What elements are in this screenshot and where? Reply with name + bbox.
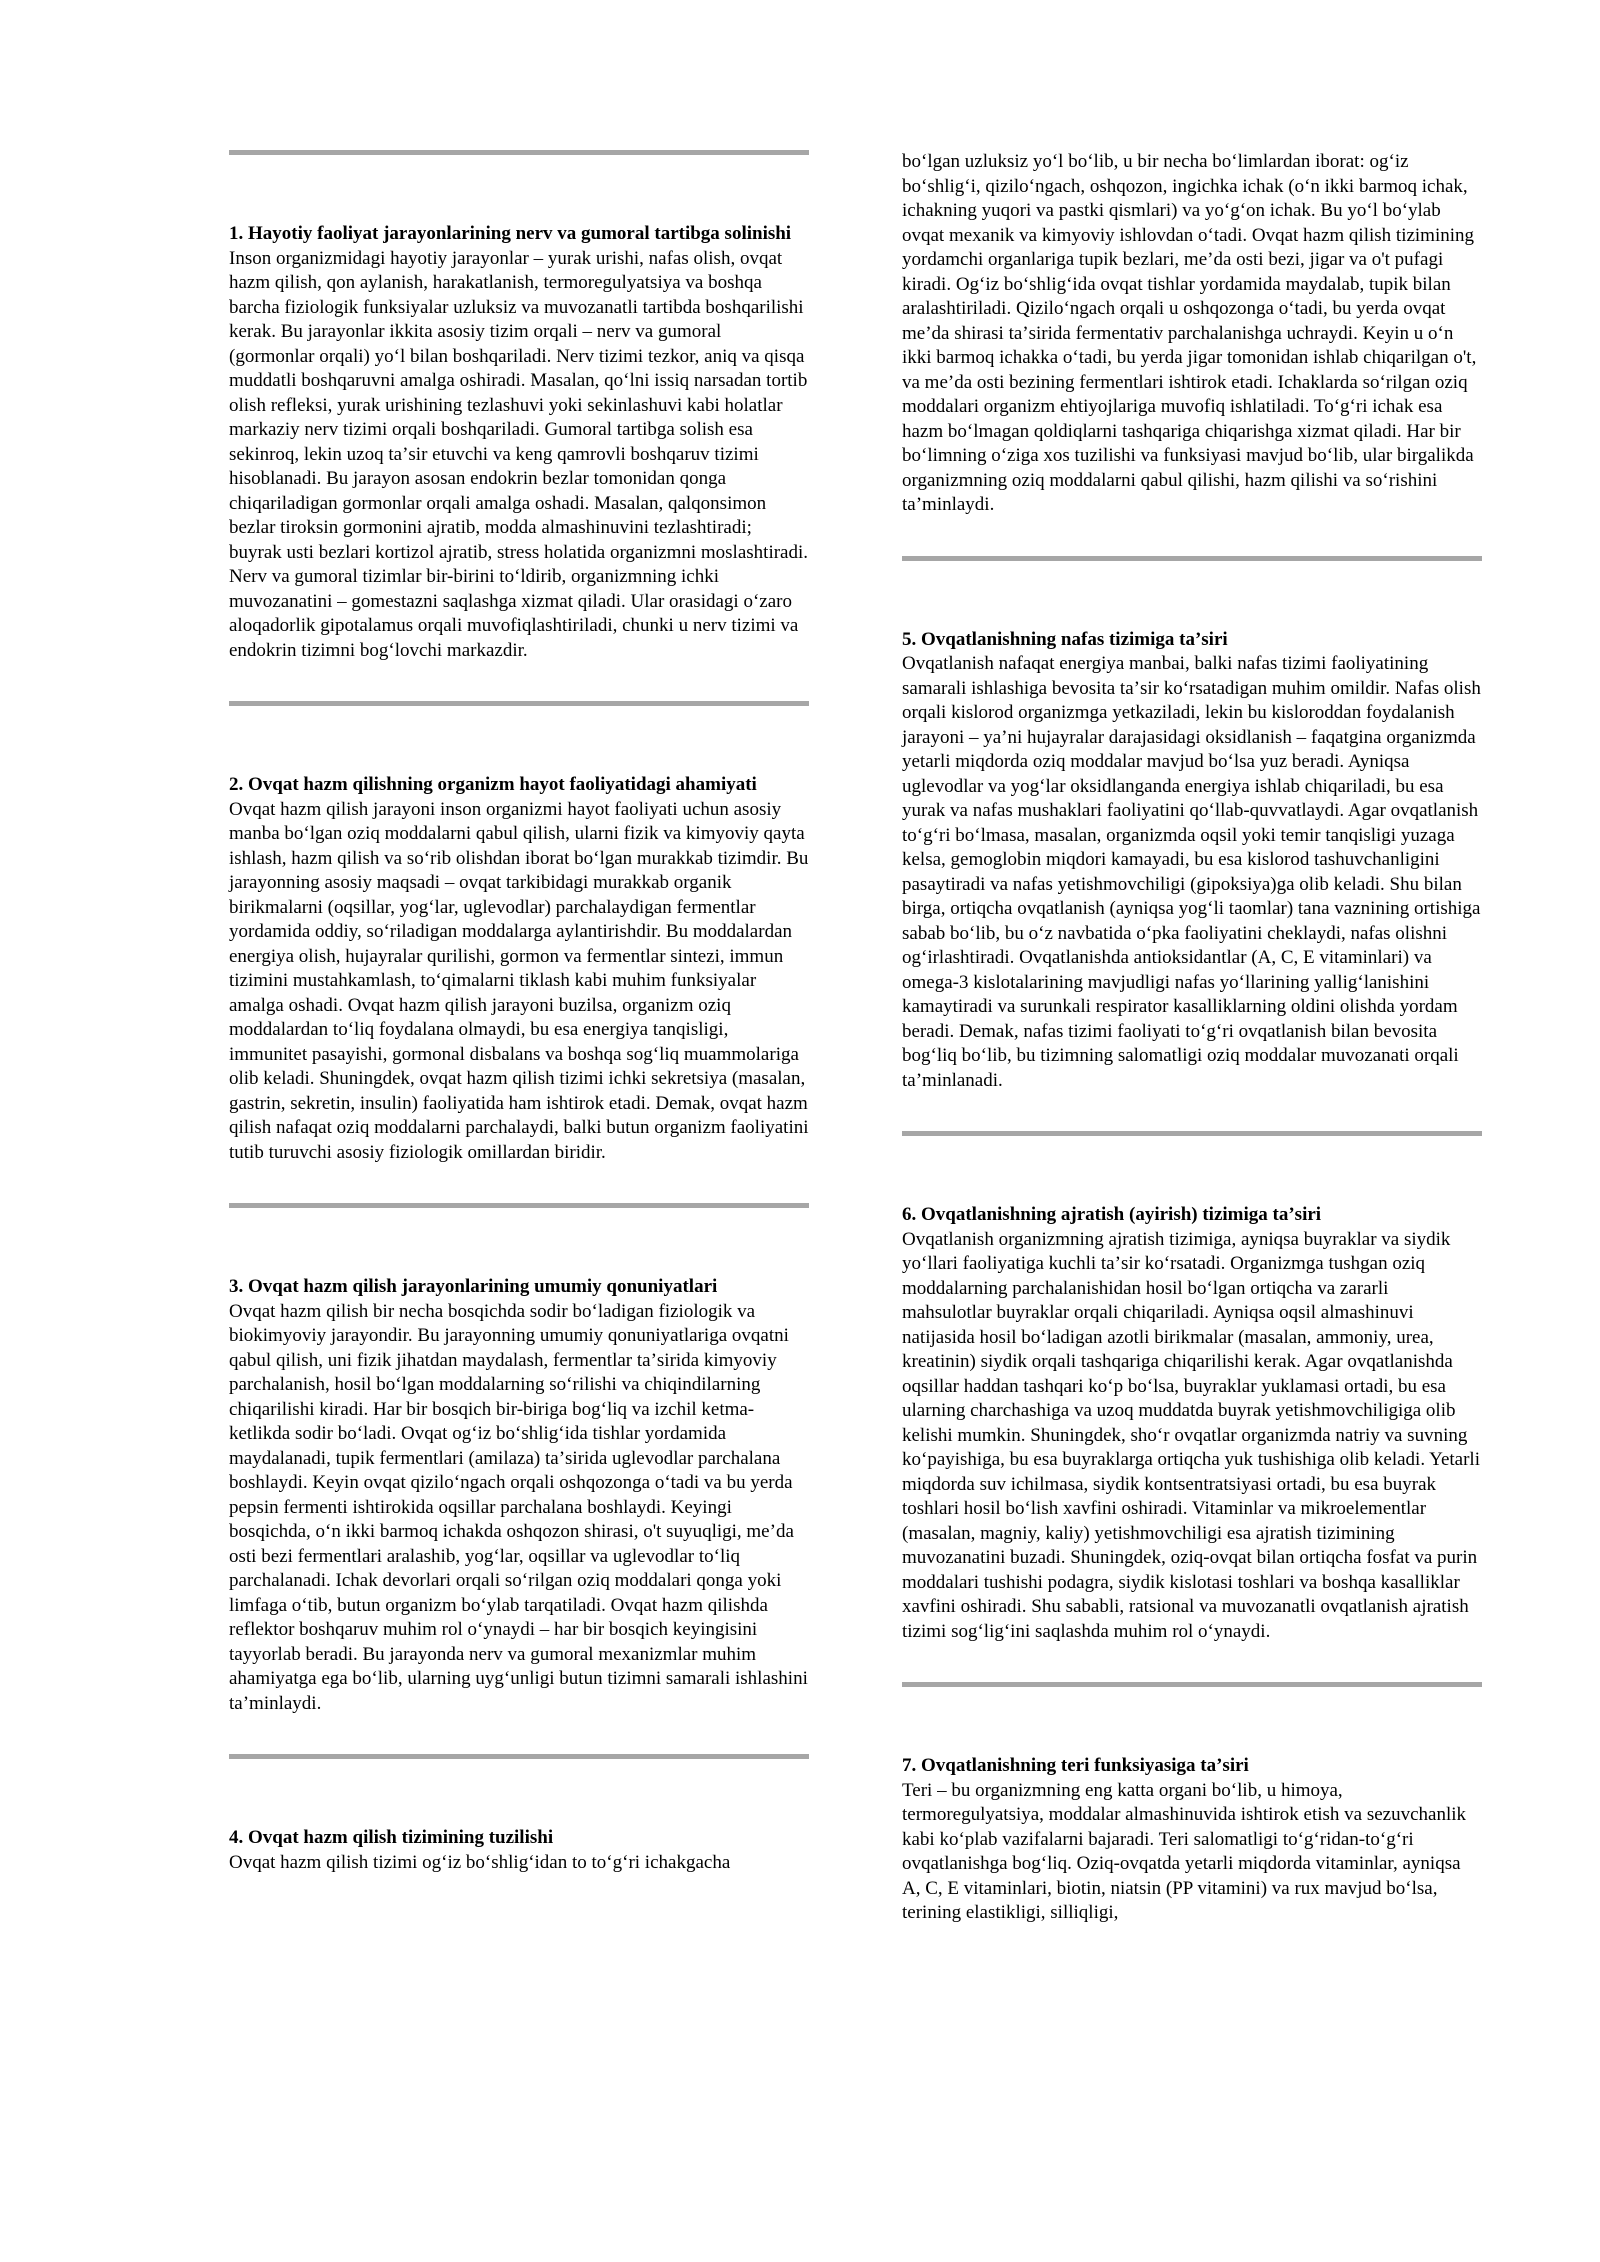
section-4-continued xyxy=(902,150,1482,518)
section-divider xyxy=(229,150,809,155)
section-6 xyxy=(902,1203,1482,1644)
section-2-title: 2. Ovqat hazm qilishning organizm hayot faoliyatidagi ahamiyati xyxy=(229,774,757,795)
section-2 xyxy=(229,773,809,1165)
section-7 xyxy=(902,1754,1482,1926)
section-3 xyxy=(229,1275,809,1716)
section-1-title: 1. Hayotiy faoliyat jarayonlarining nerv va gumoral tartibga solinishi xyxy=(229,223,792,244)
section-6-body: Ovqatlanish organizmning ajratish tizimiga, ayniqsa buyraklar va siydik yoʻllari faoliyatiga kuchli taʼsir koʻrsatadi. Organizmga tushgan oziq moddalarning parchalanishidan hosil boʻlgan ortiqcha va zararli mahsulotlar buyraklar orqali chiqariladi. Ayniqsa oqsil almashinuvi natijasida hosil boʻladigan azotli birikmalar (masalan, ammoniy, urea, kreatinin) siydik orqali tashqariga chiqarilishi kerak. Agar ovqatlanishda oqsillar haddan tashqari koʻp boʻlsa, buyraklar yuklamasi ortadi, bu esa ularning charchashiga va uzoq muddatda buyrak yetishmovchiligiga olib kelishi mumkin. Shuningdek, shoʻr ovqatlar organizmda natriy va suvning koʻpayishiga, bu esa buyraklarga ortiqcha yuk tushishiga olib keladi. Yetarli miqdorda suv ichilmasa, siydik kontsentratsiyasi ortadi, bu esa buyrak toshlari hosil boʻlish xavfini oshiradi. Vitaminlar va mikroelementlar (masalan, magniy, kaliy) yetishmovchiligi esa ajratish tizimining muvozanatini buzadi. Shuningdek, oziq-ovqat bilan ortiqcha fosfat va purin moddalari tushishi podagra, siydik kislotasi toshlari va boshqa kasalliklar xavfini oshiradi. Shu sababli, ratsional va muvozanatli ovqatlanish ajratish tizimi sogʻligʻini saqlashda muhim rol oʻynaydi. xyxy=(902,1228,1480,1642)
section-5 xyxy=(902,628,1482,1094)
section-3-body: Ovqat hazm qilish bir necha bosqichda sodir boʻladigan fiziologik va biokimyoviy jarayondir. Bu jarayonning umumiy qonuniyatlariga ovqatni qabul qilish, uni fizik jihatdan maydalash, fermentlar taʼsirida kimyoviy parchalanish, hosil boʻlgan moddalarning soʻrilishi va chiqindilarning chiqarilishi kiradi. Har bir bosqich bir-biriga bogʻliq va izchil ketma-ketlikda sodir boʻladi. Ovqat ogʻiz boʻshligʻida tishlar yordamida maydalanadi, tupik fermentlari (amilaza) taʼsirida uglevodlar parchalana boshlaydi. Keyin ovqat qiziloʻngach orqali oshqozonga oʻtadi va bu yerda pepsin fermenti ishtirokida oqsillar parchalana boshlaydi. Keyingi bosqichda, oʻn ikki barmoq ichakda oshqozon shirasi, o't suyuqligi, meʼda osti bezi fermentlari aralashib, yogʻlar, oqsillar va uglevodlar toʻliq parchalanadi. Ichak devorlari orqali soʻrilgan oziq moddalari qonga yoki limfaga oʻtib, butun organizm boʻylab tarqatiladi. Ovqat hazm qilishda reflektor boshqaruv muhim rol oʻynaydi – har bir bosqich keyingisini tayyorlab beradi. Bu jarayonda nerv va gumoral mexanizmlar muhim ahamiyatga ega boʻlib, ularning uygʻunligi butun tizimni samarali ishlashini taʼminlaydi. xyxy=(229,1300,808,1714)
section-5-body: Ovqatlanish nafaqat energiya manbai, balki nafas tizimi faoliyatining samarali ishlashiga bevosita taʼsir koʻrsatadigan muhim omildir. Nafas olish orqali kislorod organizmga yetkaziladi, lekin bu kisloroddan foydalanish jarayoni – yaʼni hujayralar darajasidagi oksidlanish – faqatgina organizmda yetarli miqdorda oziq moddalar mavjud boʻlsa yuz beradi. Ayniqsa uglevodlar va yogʻlar oksidlanganda energiya ishlab chiqariladi, bu esa yurak va nafas mushaklari faoliyatini qoʻllab-quvvatlaydi. Agar ovqatlanish toʻgʻri boʻlmasa, masalan, organizmda oqsil yoki temir tanqisligi yuzaga kelsa, gemoglobin miqdori kamayadi, bu esa kislorod tashuvchanligini pasaytiradi va nafas yetishmovchiligi (gipoksiya)ga olib keladi. Shu bilan birga, ortiqcha ovqatlanish (ayniqsa yogʻli taomlar) tana vaznining ortishiga sabab boʻlib, bu oʻz navbatida oʻpka faoliyatini cheklaydi, nafas olishni ogʻirlashtiradi. Ovqatlanishda antioksidantlar (A, C, E vitaminlari) va omega-3 kislotalarining mavjudligi nafas yoʻllarining yalligʻlanishini kamaytiradi va surunkali respirator kasalliklarning oldini olishda yordam beradi. Demak, nafas tizimi faoliyati toʻgʻri ovqatlanish bilan bevosita bogʻliq boʻlib, bu tizimning salomatligi oziq moddalar muvozanati orqali taʼminlanadi. xyxy=(902,653,1481,1091)
right-column xyxy=(902,150,1482,1926)
left-column xyxy=(229,150,809,1875)
section-divider xyxy=(229,1754,809,1759)
section-2-body: Ovqat hazm qilish jarayoni inson organizmi hayot faoliyati uchun asosiy manba boʻlgan oziq moddalarni qabul qilish, ularni fizik va kimyoviy qayta ishlash, hazm qilish va soʻrib olishdan iborat boʻlgan murakkab tizimdir. Bu jarayonning asosiy maqsadi – ovqat tarkibidagi murakkab organik birikmalarni (oqsillar, yogʻlar, uglevodlar) parchalaydigan fermentlar yordamida oddiy, soʻriladigan moddalarga aylantirishdir. Bu moddalardan energiya olish, hujayralar qurilishi, gormon va fermentlar sintezi, immun tizimini mustahkamlash, toʻqimalarni tiklash kabi muhim funksiyalar amalga oshadi. Ovqat hazm qilish jarayoni buzilsa, organizm oziq moddalardan toʻliq foydalana olmaydi, bu esa energiya tanqisligi, immunitet pasayishi, gormonal disbalans va boshqa sogʻliq muammolariga olib keladi. Shuningdek, ovqat hazm qilish tizimi ichki sekretsiya (masalan, gastrin, sekretin, insulin) faoliyatida ham ishtirok etadi. Demak, ovqat hazm qilish nafaqat oziq moddalarni parchalaydi, balki butun organizm faoliyatini tutib turuvchi asosiy fiziologik omillardan biridir. xyxy=(229,798,809,1163)
section-4-body-continued: boʻlgan uzluksiz yoʻl boʻlib, u bir necha boʻlimlardan iborat: ogʻiz boʻshligʻi, qiziloʻngach, oshqozon, ingichka ichak (oʻn ikki barmoq ichak, ichakning yuqori va pastki qismlari) va yoʻgʻon ichak. Bu yoʻl boʻylab ovqat mexanik va kimyoviy ishlovdan oʻtadi. Ovqat hazm qilish tizimining yordamchi organlariga tupik bezlari, meʼda osti bezi, jigar va o't pufagi kiradi. Ogʻiz boʻshligʻida ovqat tishlar yordamida maydalab, tupik bilan aralashtiriladi. Qiziloʻngach orqali u oshqozonga oʻtadi, bu yerda ovqat meʼda shirasi taʼsirida fermentativ parchalanishga uchraydi. Keyin u oʻn ikki barmoq ichakka oʻtadi, bu yerda jigar tomonidan ishlab chiqarilgan o't, va meʼda osti bezining fermentlari ishtirok etadi. Ichaklarda soʻrilgan oziq moddalari organizm ehtiyojlariga muvofiq ishlatiladi. Toʻgʻri ichak esa hazm boʻlmagan qoldiqlarni tashqariga chiqarishga xizmat qiladi. Har bir boʻlimning oʻziga xos tuzilishi va funksiyasi mavjud boʻlib, ular birgalikda organizmning oziq moddalarni qabul qilishi, hazm qilishi va soʻrishini taʼminlaydi. xyxy=(902,151,1477,515)
section-7-title: 7. Ovqatlanishning teri funksiyasiga taʼsiri xyxy=(902,1755,1249,1776)
section-divider xyxy=(902,1682,1482,1687)
section-4-body-start: Ovqat hazm qilish tizimi ogʻiz boʻshligʻidan to toʻgʻri ichakgacha xyxy=(229,1851,731,1873)
section-divider xyxy=(902,556,1482,561)
section-6-title: 6. Ovqatlanishning ajratish (ayirish) tizimiga taʼsiri xyxy=(902,1204,1322,1225)
section-7-body: Teri – bu organizmning eng katta organi boʻlib, u himoya, termoregulyatsiya, moddalar almashinuvida ishtirok etish va sezuvchanlik kabi koʻplab vazifalarni bajaradi. Teri salomatligi toʻgʻridan-toʻgʻri ovqatlanishga bogʻliq. Oziq-ovqatda yetarli miqdorda vitaminlar, ayniqsa A, C, E vitaminlari, biotin, niatsin (PP vitamini) va rux mavjud boʻlsa, terining elastikligi, silliqligi, xyxy=(902,1779,1467,1923)
section-divider xyxy=(902,1131,1482,1136)
section-4 xyxy=(229,1826,809,1875)
section-divider xyxy=(229,701,809,706)
section-3-title: 3. Ovqat hazm qilish jarayonlarining umumiy qonuniyatlari xyxy=(229,1276,718,1297)
section-divider xyxy=(229,1203,809,1208)
section-1 xyxy=(229,222,809,663)
section-4-title: 4. Ovqat hazm qilish tizimining tuzilishi xyxy=(229,1827,554,1848)
section-5-title: 5. Ovqatlanishning nafas tizimiga taʼsiri xyxy=(902,628,1228,650)
section-1-body: Inson organizmidagi hayotiy jarayonlar – yurak urishi, nafas olish, ovqat hazm qilish, qon aylanish, harakatlanish, termoregulyatsiya va boshqa barcha fiziologik funksiyalar uzluksiz va muvozanatli tartibda boshqarilishi kerak. Bu jarayonlar ikkita asosiy tizim orqali – nerv va gumoral (gormonlar orqali) yoʻl bilan boshqariladi. Nerv tizimi tezkor, aniq va qisqa muddatli boshqaruvni amalga oshiradi. Masalan, qoʻlni issiq narsadan tortib olish refleksi, yurak urishining tezlashuvi yoki sekinlashuvi kabi holatlar markaziy nerv tizimi orqali boshqariladi. Gumoral tartibga solish esa sekinroq, lekin uzoq taʼsir etuvchi va keng qamrovli boshqaruv tizimi hisoblanadi. Bu jarayon asosan endokrin bezlar tomonidan qonga chiqariladigan gormonlar orqali amalga oshadi. Masalan, qalqonsimon bezlar tiroksin gormonini ajratib, modda almashinuvini tezlashtiradi; buyrak usti bezlari kortizol ajratib, stress holatida organizmni moslashtiradi. Nerv va gumoral tizimlar bir-birini toʻldirib, organizmning ichki muvozanatini – gomestazni saqlashga xizmat qiladi. Ular orasidagi oʻzaro aloqadorlik gipotalamus orqali muvofiqlashtiriladi, chunki u nerv tizimi va endokrin tizimni bogʻlovchi markazdir. xyxy=(229,247,809,661)
